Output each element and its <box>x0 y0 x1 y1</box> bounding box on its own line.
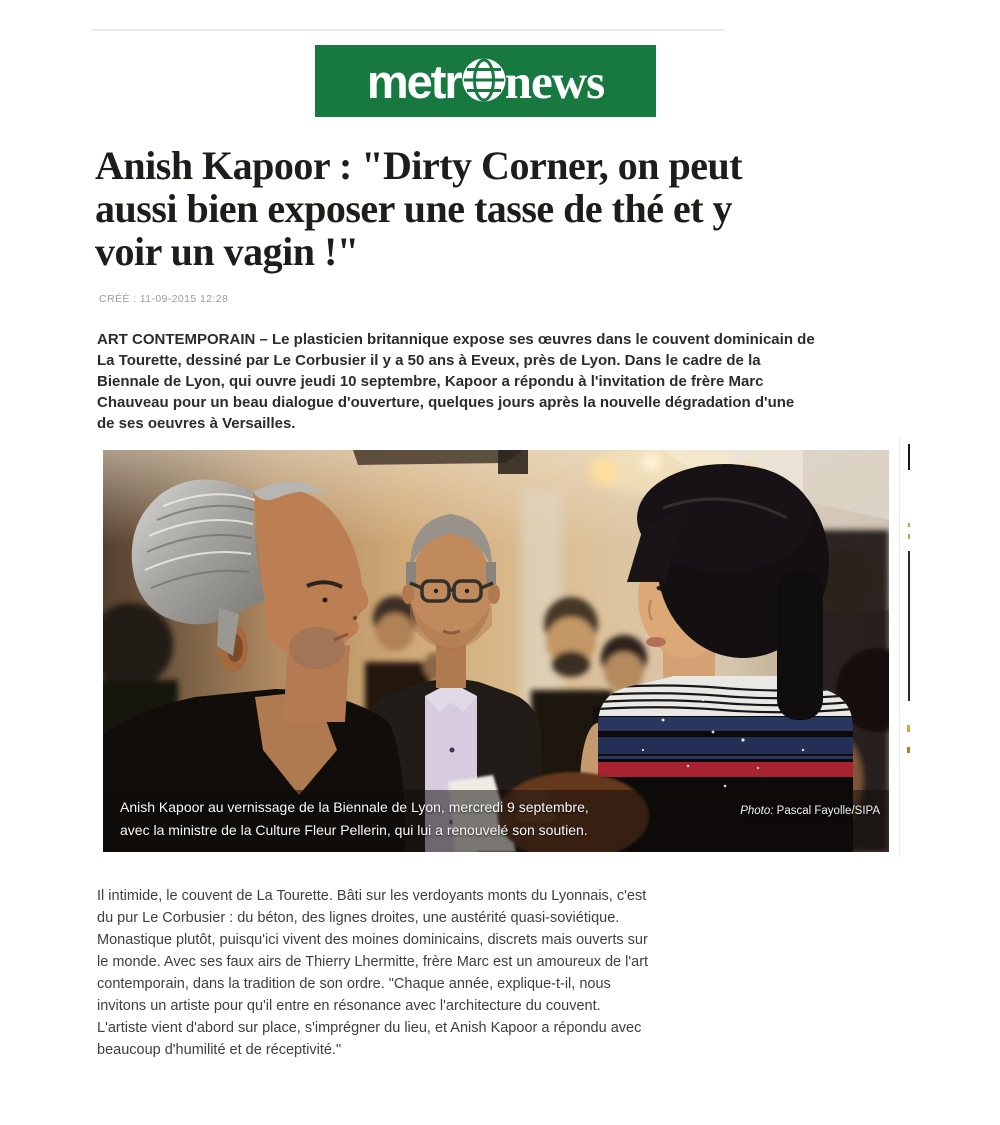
right-edge-artifact <box>908 534 910 539</box>
lead-line: de ses oeuvres à Versailles. <box>97 415 296 432</box>
right-edge-artifact <box>907 725 910 732</box>
caption-line: Anish Kapoor au vernissage de la Biennale de Lyon, mercredi 9 septembre, <box>120 799 589 815</box>
lead-line: Biennale de Lyon, qui ouvre jeudi 10 septembre, Kapoor a répondu à l'invitation de frère Marc <box>97 373 764 390</box>
body-line: L'artiste vient d'abord sur place, s'imprégner du lieu, et Anish Kapoor a répondu avec <box>97 1020 642 1036</box>
lead-line: Chauveau pour un beau dialogue d'ouverture, quelques jours après la nouvelle dégradation d'une <box>97 394 795 411</box>
top-divider <box>91 29 725 31</box>
body-line: du pur Le Corbusier : du béton, des lignes droites, une austérité quasi-soviétique. <box>97 910 620 926</box>
article-lead <box>97 329 897 434</box>
photo-credit <box>740 805 880 817</box>
right-edge-artifact <box>908 551 910 701</box>
article-created-date: CRÉÉ : 11-09-2015 12:28 <box>99 293 229 305</box>
body-line: beaucoup d'humilité et de réceptivité." <box>97 1042 342 1058</box>
globe-icon <box>461 57 507 108</box>
body-line: invitons un artiste pour qu'il entre en résonance avec l'architecture du couvent. <box>97 998 601 1014</box>
body-line: Monastique plutôt, puisqu'ici vivent des moines dominicains, discrets mais ouverts sur <box>97 932 648 948</box>
body-line: le monde. Avec ses faux airs de Thierry Lhermitte, frère Marc est un amoureux de l'art <box>97 954 649 970</box>
right-edge-artifact <box>908 523 910 527</box>
lead-line: La Tourette, dessiné par Le Corbusier il y a 50 ans à Eveux, près de Lyon. Dans le cadre de la <box>97 352 761 369</box>
body-line: Il intimide, le couvent de La Tourette. Bâti sur les verdoyants monts du Lyonnais, c'est <box>97 888 647 904</box>
photo-caption <box>120 796 589 842</box>
right-edge-artifact <box>907 747 910 753</box>
lead-line: ART CONTEMPORAIN – Le plasticien britannique expose ses œuvres dans le couvent dominicain de <box>97 331 815 348</box>
right-edge-divider <box>899 437 900 857</box>
body-line: contemporain, dans la tradition de son ordre. "Chaque année, explique-t-il, nous <box>97 976 611 992</box>
photo-credit-label: Photo: <box>740 805 774 817</box>
article-body <box>97 885 717 1061</box>
headline-line: voir un vagin !" <box>95 229 359 274</box>
site-logo[interactable] <box>315 45 656 117</box>
right-edge-artifact <box>908 444 910 470</box>
photo-credit-value: Pascal Fayolle/SIPA <box>773 805 880 817</box>
caption-line: avec la ministre de la Culture Fleur Pellerin, qui lui a renouvelé son soutien. <box>120 822 588 838</box>
photo-caption-band <box>103 790 889 852</box>
article-headline <box>95 144 895 273</box>
logo-metro-text: metr <box>366 54 461 108</box>
headline-line: aussi bien exposer une tasse de thé et y <box>95 186 733 231</box>
headline-line: Anish Kapoor : "Dirty Corner, on peut <box>95 143 743 188</box>
article-photo <box>103 450 889 852</box>
logo-news-text: news <box>504 53 605 109</box>
